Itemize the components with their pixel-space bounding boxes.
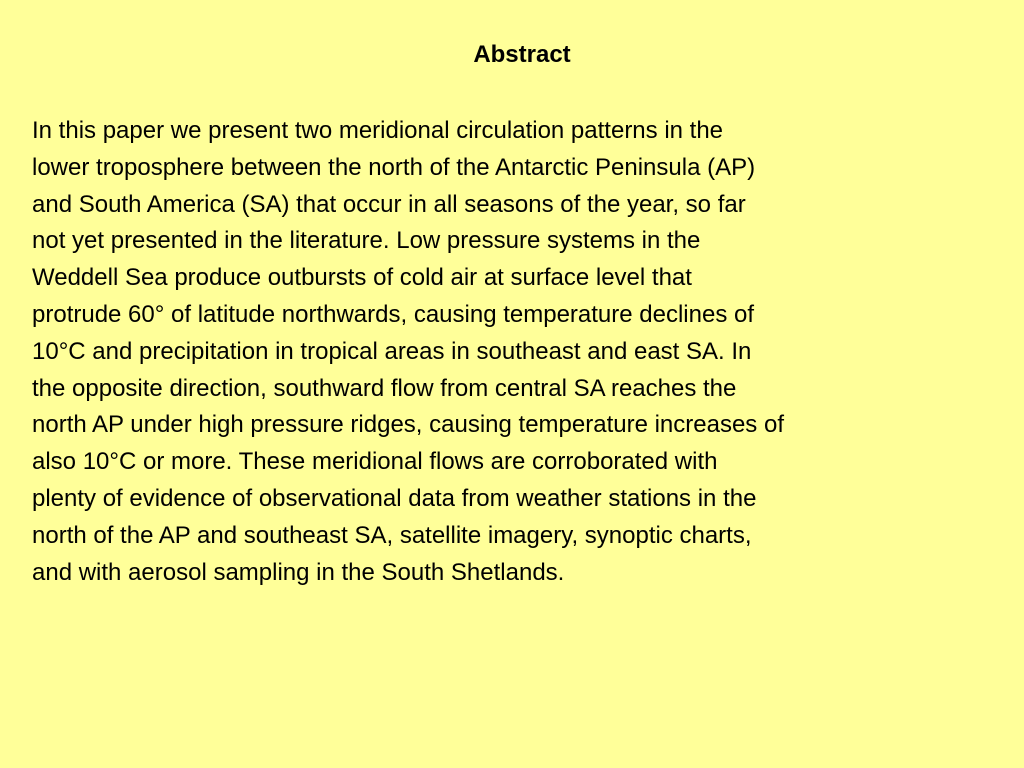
abstract-line: north AP under high pressure ridges, causing temperature increases of [32,411,784,439]
abstract-body [32,113,1022,591]
abstract-line: also 10°C or more. These meridional flows are corroborated with [32,448,718,476]
abstract-line: plenty of evidence of observational data from weather stations in the [32,484,757,512]
abstract-heading: Abstract [473,41,571,68]
abstract-line: and with aerosol sampling in the South Shetlands. [32,558,565,586]
abstract-line: 10°C and precipitation in tropical areas in southeast and east SA. In [32,337,752,365]
abstract-line: In this paper we present two meridional circulation patterns in the [32,117,724,144]
abstract-line: Weddell Sea produce outbursts of cold air at surface level that [32,264,692,292]
abstract-line: and South America (SA) that occur in all seasons of the year, so far [32,190,746,218]
abstract-line: lower troposphere between the north of the Antarctic Peninsula (AP) [32,153,756,181]
abstract-line: protrude 60° of latitude northwards, causing temperature declines of [32,300,755,328]
abstract-line: not yet presented in the literature. Low pressure systems in the [32,227,701,255]
abstract-line: north of the AP and southeast SA, satellite imagery, synoptic charts, [32,521,752,549]
abstract-line: the opposite direction, southward flow from central SA reaches the [32,374,737,402]
